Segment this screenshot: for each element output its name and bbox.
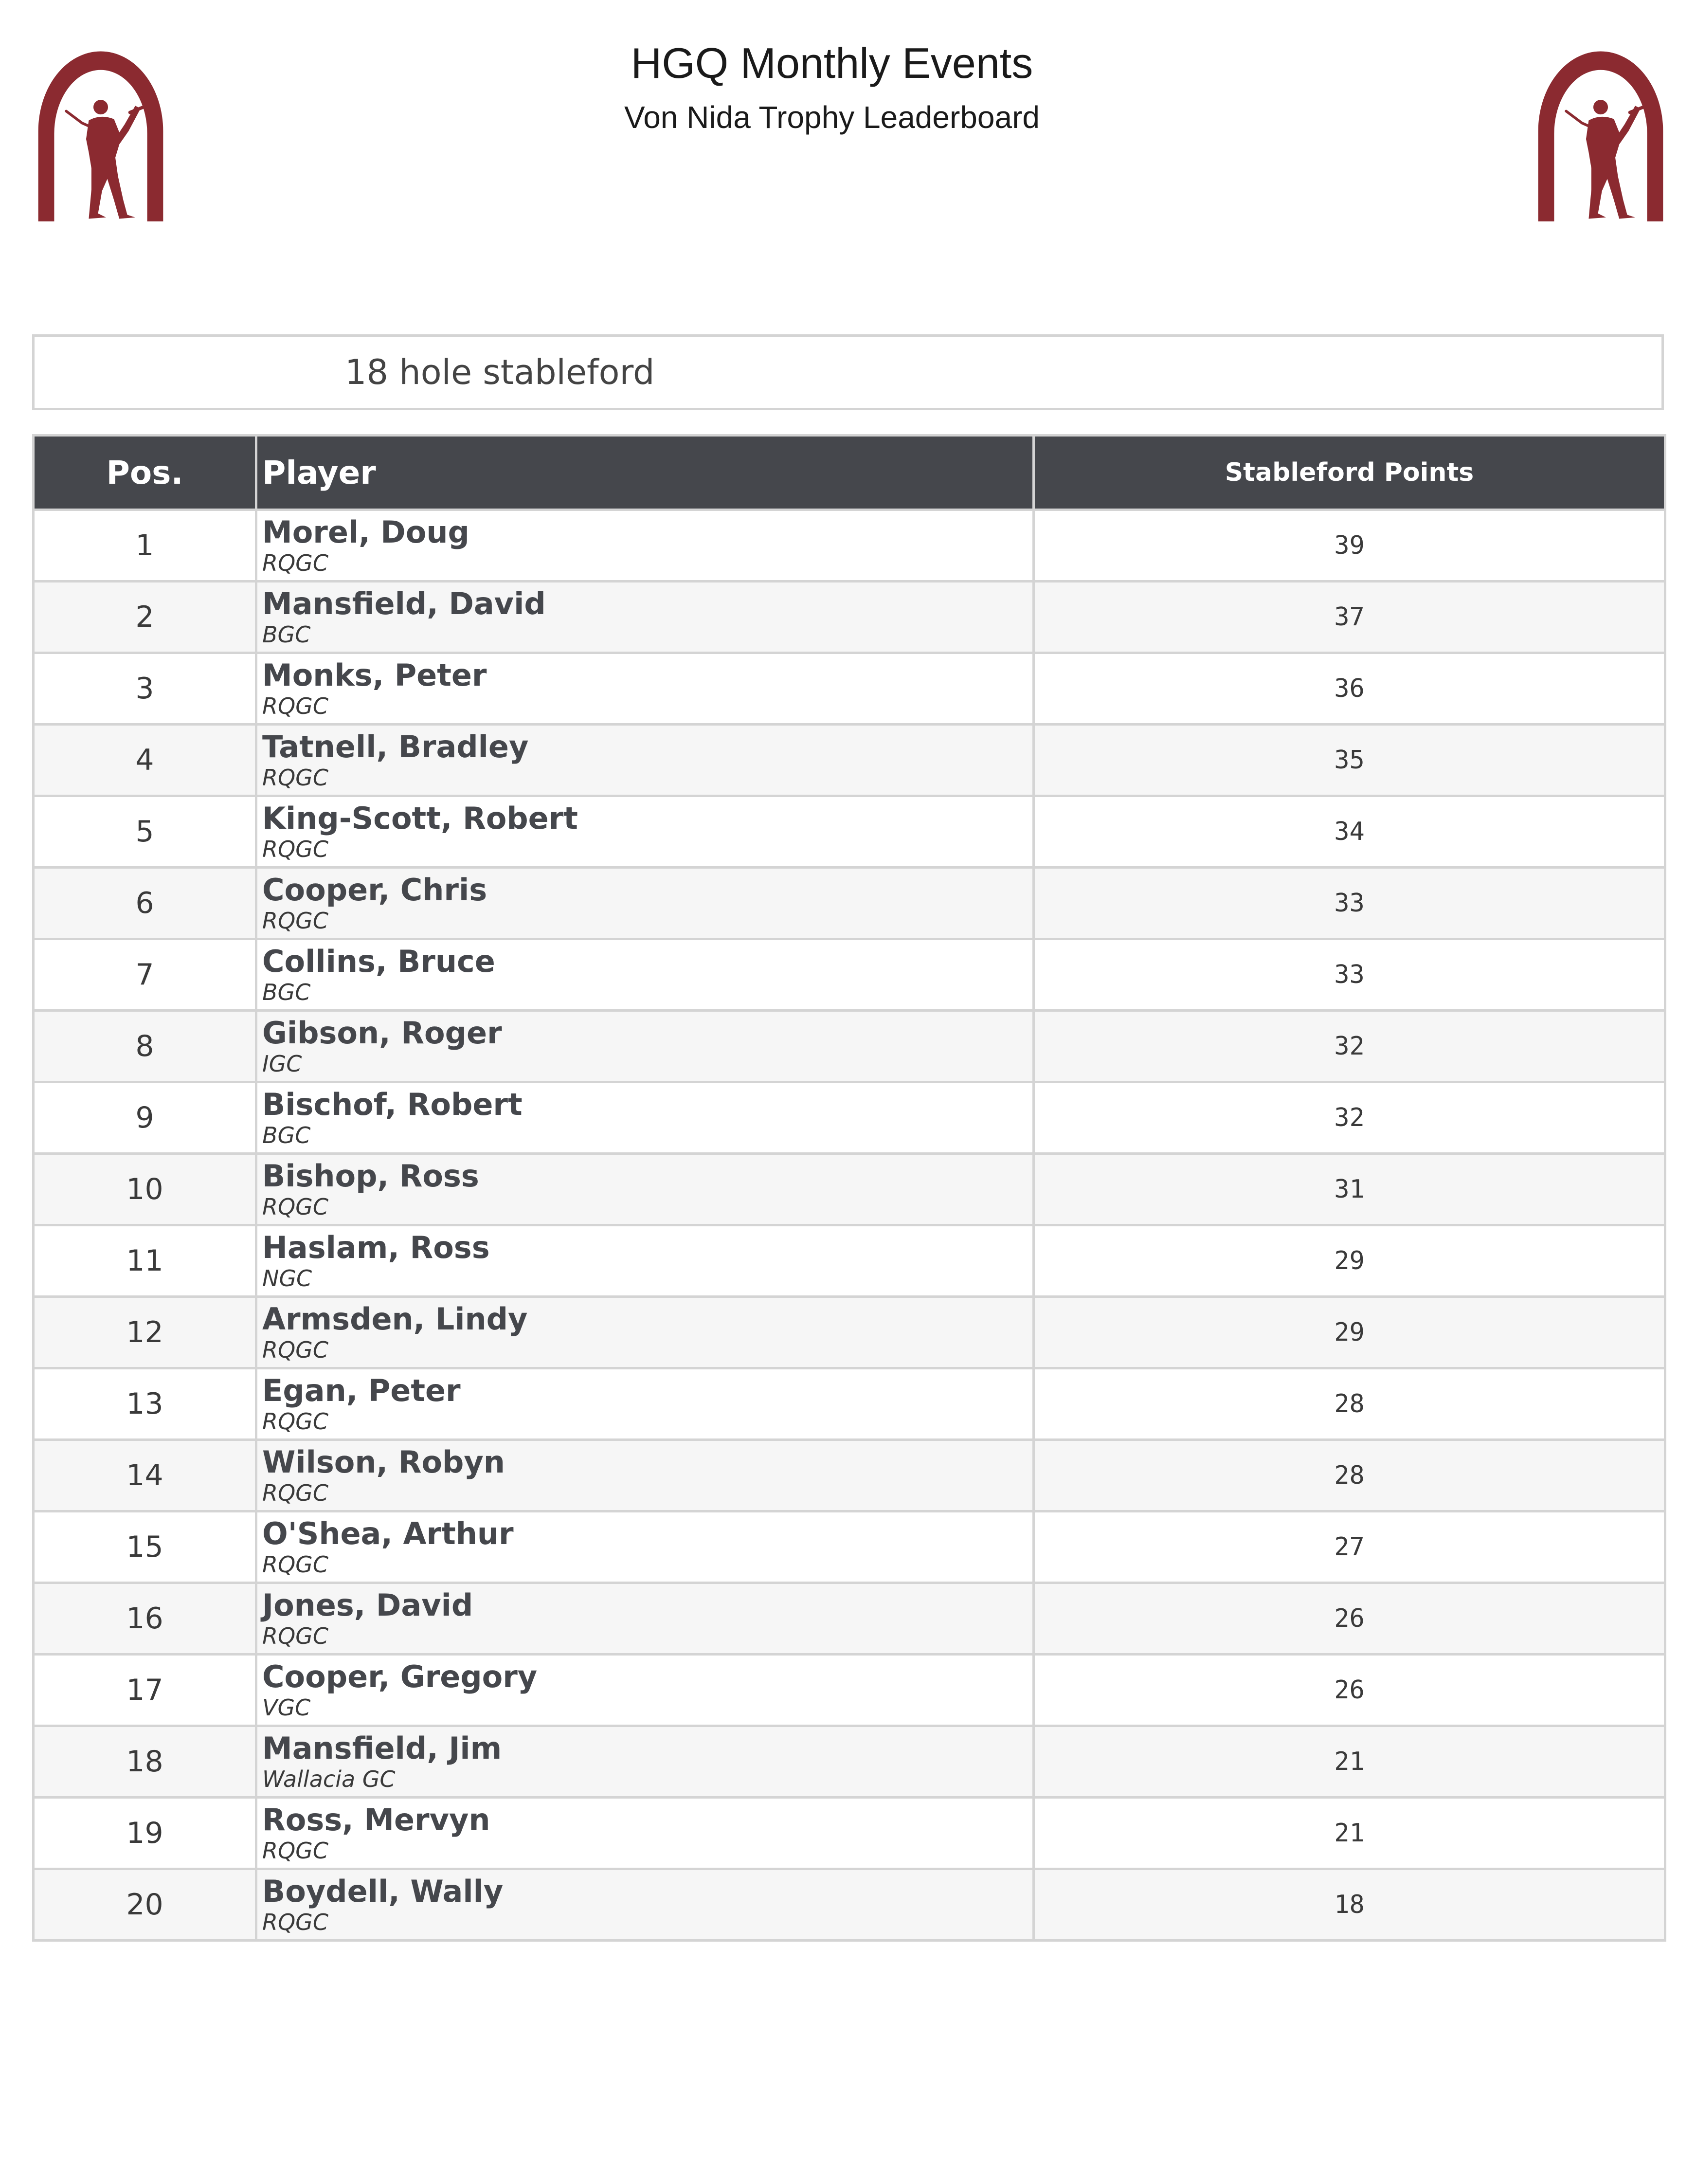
- position-cell: 2: [34, 582, 256, 653]
- position-cell: 12: [34, 1297, 256, 1368]
- page-title: HGQ Monthly Events: [631, 39, 1033, 87]
- player-club: VGC: [262, 1694, 311, 1721]
- points-cell: 26: [1034, 1583, 1665, 1655]
- points-cell: 33: [1034, 939, 1665, 1011]
- player-club: RQGC: [262, 693, 328, 719]
- table-row: [34, 1869, 1665, 1941]
- player-cell: [256, 653, 1034, 725]
- points-cell: 34: [1034, 796, 1665, 868]
- player-name[interactable]: Monks, Peter: [262, 657, 487, 693]
- points-cell: 35: [1034, 725, 1665, 796]
- player-name[interactable]: Collins, Bruce: [262, 944, 495, 979]
- points-cell: 21: [1034, 1726, 1665, 1798]
- table-row: [34, 1368, 1665, 1440]
- leaderboard-body: [34, 510, 1665, 1941]
- player-club: RQGC: [262, 1551, 328, 1578]
- player-name[interactable]: Wilson, Robyn: [262, 1444, 505, 1480]
- points-cell: 29: [1034, 1225, 1665, 1297]
- position-cell: 15: [34, 1511, 256, 1583]
- points-cell: 27: [1034, 1511, 1665, 1583]
- player-cell: [256, 868, 1034, 939]
- competition-format-box: [32, 334, 1664, 410]
- player-name[interactable]: Cooper, Chris: [262, 872, 487, 908]
- player-cell: [256, 725, 1034, 796]
- table-row: [34, 582, 1665, 653]
- points-cell: 32: [1034, 1011, 1665, 1082]
- player-name[interactable]: Jones, David: [262, 1587, 473, 1623]
- table-row: [34, 725, 1665, 796]
- player-name[interactable]: Gibson, Roger: [262, 1015, 502, 1051]
- player-name[interactable]: Morel, Doug: [262, 514, 469, 550]
- player-name[interactable]: Haslam, Ross: [262, 1230, 490, 1265]
- player-club: RQGC: [262, 1408, 328, 1435]
- player-club: RQGC: [262, 764, 328, 791]
- player-cell: [256, 582, 1034, 653]
- column-header-pos: Pos.: [34, 436, 256, 510]
- table-row: [34, 1011, 1665, 1082]
- player-cell: [256, 1297, 1034, 1368]
- points-cell: 31: [1034, 1154, 1665, 1225]
- player-cell: [256, 1368, 1034, 1440]
- table-row: [34, 1154, 1665, 1225]
- player-cell: [256, 1440, 1034, 1511]
- player-name[interactable]: Mansfield, David: [262, 586, 546, 621]
- player-club: RQGC: [262, 836, 328, 862]
- player-club: RQGC: [262, 1909, 328, 1935]
- player-cell: [256, 1869, 1034, 1941]
- table-row: [34, 1726, 1665, 1798]
- table-row: [34, 653, 1665, 725]
- player-club: NGC: [262, 1265, 312, 1292]
- player-name[interactable]: Boydell, Wally: [262, 1874, 504, 1909]
- player-cell: [256, 1798, 1034, 1869]
- player-club: BGC: [262, 621, 311, 648]
- points-cell: 18: [1034, 1869, 1665, 1941]
- competition-format-label: 18 hole stableford: [345, 352, 655, 392]
- page-header: [0, 34, 1664, 139]
- player-club: RQGC: [262, 1194, 328, 1220]
- column-header-points: Stableford Points: [1034, 436, 1665, 510]
- player-cell: [256, 1655, 1034, 1726]
- player-name[interactable]: Armsden, Lindy: [262, 1301, 528, 1337]
- table-row: [34, 796, 1665, 868]
- player-club: RQGC: [262, 908, 328, 934]
- player-cell: [256, 1225, 1034, 1297]
- player-club: RQGC: [262, 1480, 328, 1506]
- player-cell: [256, 796, 1034, 868]
- position-cell: 18: [34, 1726, 256, 1798]
- table-row: [34, 1511, 1665, 1583]
- column-header-player: Player: [256, 436, 1034, 510]
- player-name[interactable]: Mansfield, Jim: [262, 1730, 502, 1766]
- points-cell: 21: [1034, 1798, 1665, 1869]
- player-club: RQGC: [262, 1337, 328, 1363]
- player-club: RQGC: [262, 550, 328, 576]
- player-cell: [256, 1154, 1034, 1225]
- position-cell: 19: [34, 1798, 256, 1869]
- position-cell: 14: [34, 1440, 256, 1511]
- player-club: RQGC: [262, 1623, 328, 1649]
- player-club: RQGC: [262, 1838, 328, 1864]
- player-name[interactable]: King-Scott, Robert: [262, 801, 578, 836]
- position-cell: 11: [34, 1225, 256, 1297]
- position-cell: 20: [34, 1869, 256, 1941]
- player-club: BGC: [262, 1122, 311, 1148]
- player-club: BGC: [262, 979, 311, 1005]
- position-cell: 9: [34, 1082, 256, 1154]
- player-name[interactable]: Cooper, Gregory: [262, 1659, 538, 1694]
- player-name[interactable]: O'Shea, Arthur: [262, 1516, 514, 1551]
- points-cell: 32: [1034, 1082, 1665, 1154]
- points-cell: 39: [1034, 510, 1665, 582]
- table-row: [34, 868, 1665, 939]
- position-cell: 4: [34, 725, 256, 796]
- position-cell: 8: [34, 1011, 256, 1082]
- player-cell: [256, 1011, 1034, 1082]
- player-cell: [256, 1583, 1034, 1655]
- player-name[interactable]: Egan, Peter: [262, 1373, 461, 1408]
- table-row: [34, 1798, 1665, 1869]
- table-row: [34, 1655, 1665, 1726]
- table-header-row: [34, 436, 1665, 510]
- player-club: IGC: [262, 1051, 302, 1077]
- player-name[interactable]: Bischof, Robert: [262, 1087, 523, 1122]
- table-row: [34, 1297, 1665, 1368]
- points-cell: 36: [1034, 653, 1665, 725]
- player-club: Wallacia GC: [262, 1766, 396, 1792]
- position-cell: 7: [34, 939, 256, 1011]
- position-cell: 10: [34, 1154, 256, 1225]
- points-cell: 28: [1034, 1368, 1665, 1440]
- points-cell: 37: [1034, 582, 1665, 653]
- player-cell: [256, 939, 1034, 1011]
- player-name[interactable]: Tatnell, Bradley: [262, 729, 529, 764]
- leaderboard-table: [32, 434, 1666, 1942]
- points-cell: 26: [1034, 1655, 1665, 1726]
- table-row: [34, 510, 1665, 582]
- points-cell: 28: [1034, 1440, 1665, 1511]
- points-cell: 33: [1034, 868, 1665, 939]
- position-cell: 13: [34, 1368, 256, 1440]
- player-cell: [256, 510, 1034, 582]
- player-name[interactable]: Ross, Mervyn: [262, 1802, 490, 1838]
- table-row: [34, 1225, 1665, 1297]
- position-cell: 17: [34, 1655, 256, 1726]
- page-subtitle: Von Nida Trophy Leaderboard: [624, 100, 1040, 135]
- player-cell: [256, 1082, 1034, 1154]
- table-row: [34, 939, 1665, 1011]
- position-cell: 16: [34, 1583, 256, 1655]
- player-cell: [256, 1511, 1034, 1583]
- position-cell: 5: [34, 796, 256, 868]
- position-cell: 3: [34, 653, 256, 725]
- position-cell: 1: [34, 510, 256, 582]
- position-cell: 6: [34, 868, 256, 939]
- player-cell: [256, 1726, 1034, 1798]
- points-cell: 29: [1034, 1297, 1665, 1368]
- player-name[interactable]: Bishop, Ross: [262, 1158, 479, 1194]
- table-row: [34, 1082, 1665, 1154]
- table-row: [34, 1583, 1665, 1655]
- table-row: [34, 1440, 1665, 1511]
